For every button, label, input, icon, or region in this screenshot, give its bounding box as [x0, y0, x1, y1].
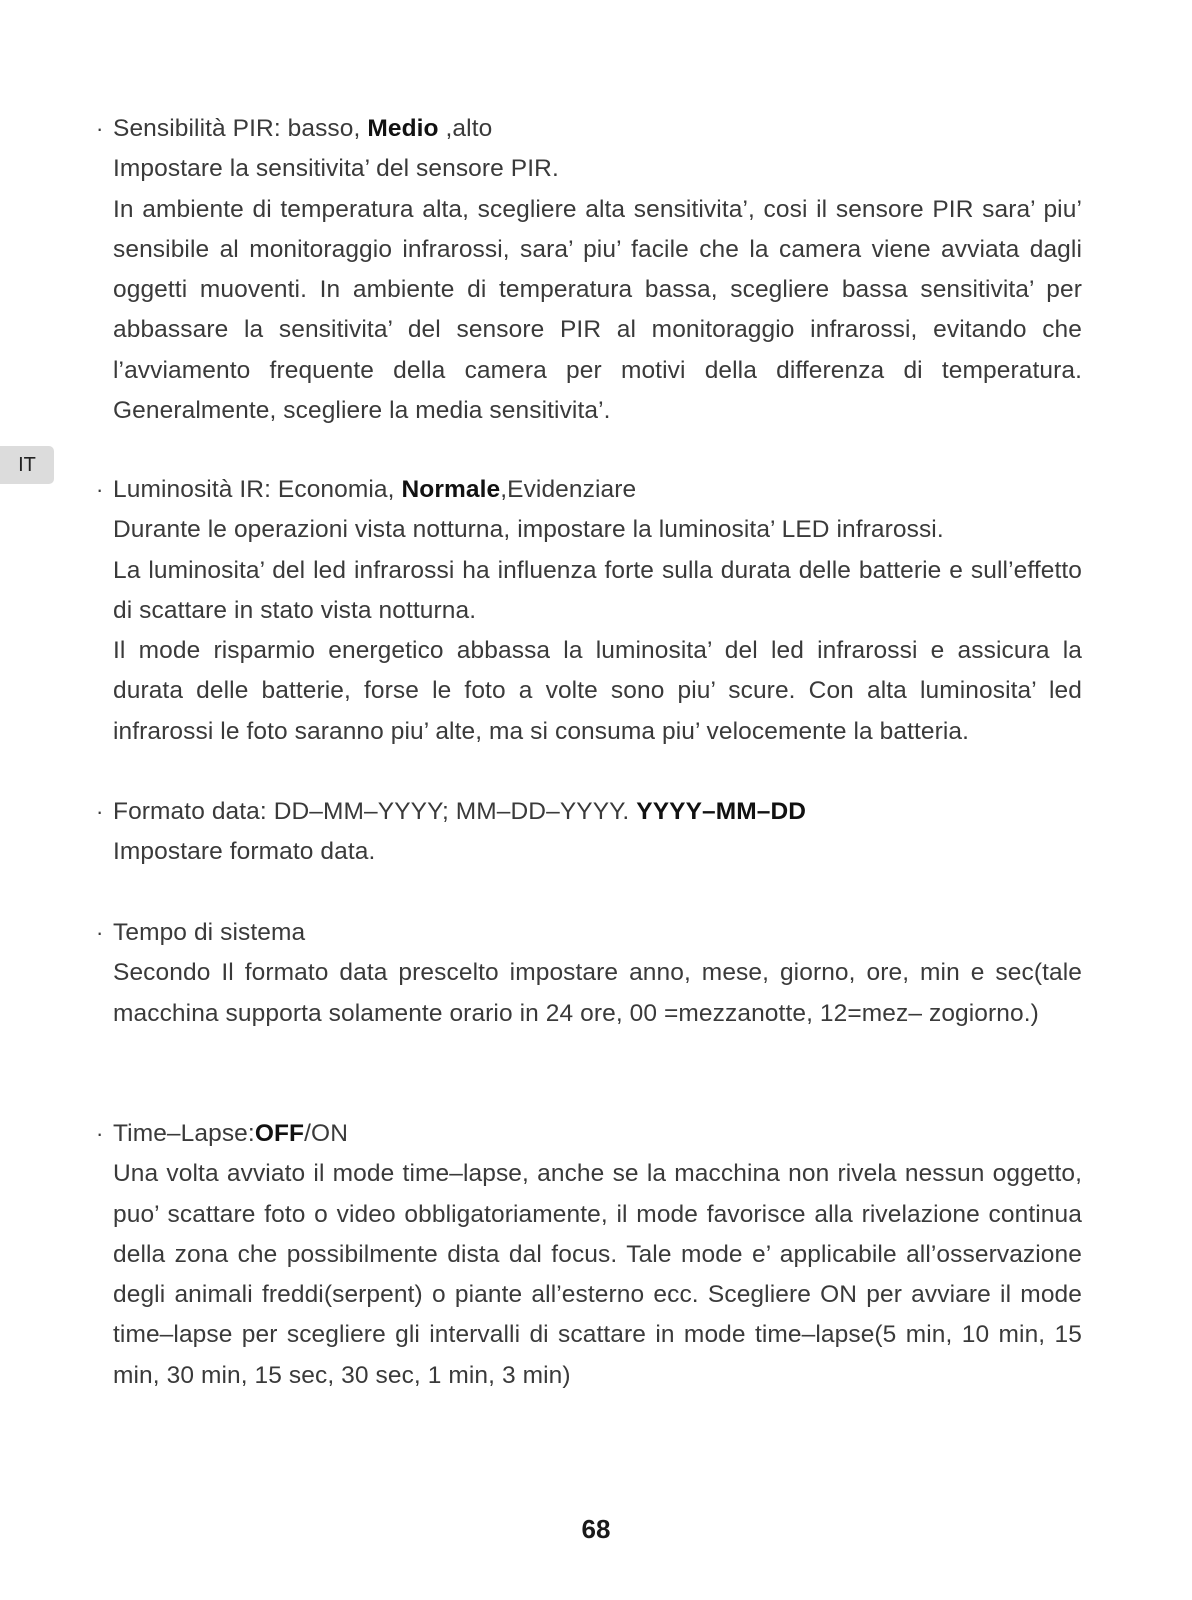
paragraph: In ambiente di temperatura alta, scegliere alta sensitivita’, cosi il sensore PIR sara’ piu’ sensibile al monitoraggio infrarossi, sara’ piu’ facile che la camera viene avviata dagli oggetti muoventi. In ambiente di temperatura bassa, scegliere bassa sensitivita’ per abbassare la sensitivita’ del sensore PIR al monitoraggio infrarossi, evitando che l’avviamento frequente della camera per motivi della differenza di temperatura. Generalmente, scegliere la media sensitivita’. — [113, 195, 1082, 425]
paragraph: Il mode risparmio energetico abbassa la luminosita’ del led infrarossi e assicura la durata delle batterie, forse le foto a volte sono piu’ scure. Con alta luminosita’ led infrarossi le foto saranno piu’ alte, ma si consuma piu’ velocemente la batteria. — [113, 637, 1082, 745]
selected-option: OFF — [254, 1120, 305, 1147]
bullet-icon: · — [96, 799, 104, 824]
selected-option: YYYY–MM–DD — [636, 798, 807, 825]
section-heading: Luminosità IR: Economia, Normale,Evidenziare — [113, 476, 637, 503]
selected-option: Medio — [367, 115, 439, 142]
paragraph: Secondo Il formato data prescelto impostare anno, mese, giorno, ore, min e sec(tale macchina supporta solamente orario in 24 ore, 00 =mezzanotte, 12=mez– zogiorno.) — [113, 959, 1082, 1027]
language-tab: IT — [0, 446, 54, 484]
section-heading: Sensibilità PIR: basso, Medio ,alto — [113, 115, 493, 142]
section-heading: Tempo di sistema — [113, 919, 306, 946]
page-number: 68 — [581, 1514, 611, 1544]
section-pir-sensitivity — [96, 109, 1082, 431]
bullet-icon: · — [96, 116, 104, 141]
section-heading: Formato data: DD–MM–YYYY; MM–DD–YYYY. YYYY–MM–DD — [113, 798, 807, 825]
section-date-format — [96, 792, 1082, 873]
paragraph: Impostare formato data. — [113, 838, 376, 866]
bullet-icon: · — [96, 1121, 104, 1146]
paragraph: La luminosita’ del led infrarossi ha influenza forte sulla durata delle batterie e sull’effetto di scattare in stato vista notturna. — [113, 556, 1082, 624]
paragraph: Una volta avviato il mode time–lapse, anche se la macchina non rivela nessun oggetto, puo’ scattare foto o video obbligatoriamente, il mode favorisce alla rivelazione continua della zona che possibilmente dista dal focus. Tale mode e’ applicabile all’osservazione degli animali freddi(serpent) o piante all’esterno ecc. Scegliere ON per avviare il mode time–lapse per scegliere gli intervalli di scattare in mode time–lapse(5 min, 10 min, 15 min, 30 min, 15 sec, 30 sec, 1 min, 3 min) — [113, 1160, 1082, 1389]
paragraph: Durante le operazioni vista notturna, impostare la luminosita’ LED infrarossi. — [113, 516, 944, 544]
bullet-icon: · — [96, 920, 104, 945]
bullet-icon: · — [96, 477, 104, 502]
section-system-time — [96, 913, 1082, 1034]
section-time-lapse — [96, 1114, 1082, 1396]
selected-option: Normale — [401, 476, 501, 503]
section-ir-brightness — [96, 470, 1082, 752]
section-heading: Time–Lapse:OFF/ON — [113, 1120, 348, 1147]
paragraph: Impostare la sensitivita’ del sensore PIR. — [113, 155, 559, 183]
